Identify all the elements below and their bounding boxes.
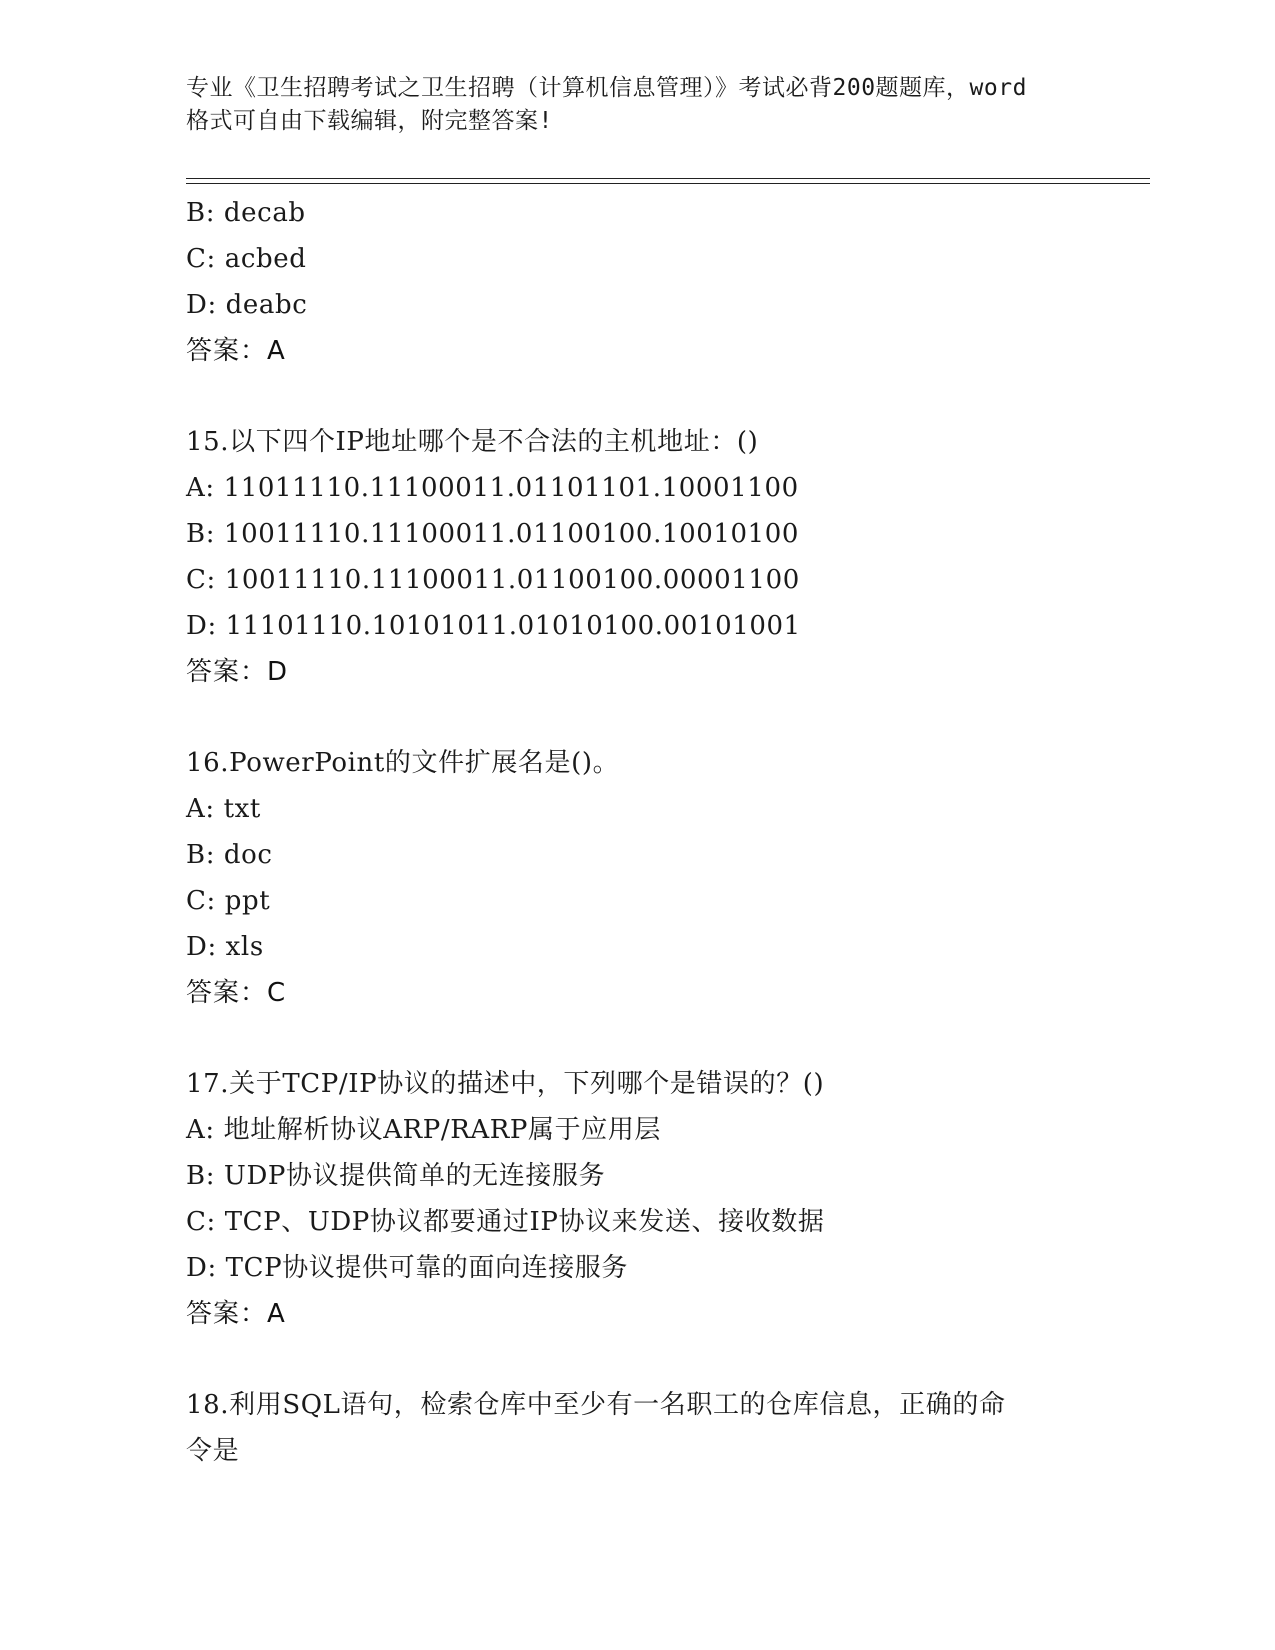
option-b: B: UDP协议提供简单的无连接服务 (186, 1161, 606, 1191)
option-a: A: 11011110.11100011.01101101.10001100 (186, 473, 799, 503)
header-line-2: 格式可自由下载编辑，附完整答案! (186, 108, 553, 134)
question-14-tail (186, 190, 1136, 374)
header-divider-top (186, 178, 1150, 179)
question-text: 16.PowerPoint的文件扩展名是()。 (186, 748, 620, 778)
answer-line: 答案：A (186, 1299, 286, 1329)
answer-line: 答案：A (186, 336, 286, 366)
question-text: 17.关于TCP/IP协议的描述中，下列哪个是错误的？() (186, 1069, 825, 1099)
question-text-line-2: 令是 (186, 1436, 240, 1466)
question-17 (186, 1061, 1136, 1337)
option-c: C: ppt (186, 886, 271, 916)
spacer (186, 1337, 1136, 1382)
spacer (186, 695, 1136, 740)
option-b: B: 10011110.11100011.01100100.10010100 (186, 519, 800, 549)
question-list (186, 190, 1136, 1474)
option-b: B: decab (186, 198, 306, 228)
header-line-1: 专业《卫生招聘考试之卫生招聘（计算机信息管理）》考试必背200题题库，word (186, 75, 1027, 101)
option-c: C: TCP、UDP协议都要通过IP协议来发送、接收数据 (186, 1207, 825, 1237)
answer-line: 答案：C (186, 978, 287, 1008)
option-b: B: doc (186, 840, 273, 870)
question-16 (186, 740, 1136, 1016)
option-a: A: txt (186, 794, 261, 824)
option-d: D: xls (186, 932, 264, 962)
header-divider-bottom (186, 183, 1150, 184)
question-18 (186, 1382, 1136, 1474)
document-header (186, 72, 1086, 138)
spacer (186, 1016, 1136, 1061)
option-d: D: 11101110.10101011.01010100.00101001 (186, 611, 801, 641)
question-text-line-1: 18.利用SQL语句，检索仓库中至少有一名职工的仓库信息，正确的命 (186, 1390, 1006, 1420)
option-c: C: acbed (186, 244, 307, 274)
question-text: 15.以下四个IP地址哪个是不合法的主机地址：() (186, 427, 759, 457)
question-15 (186, 419, 1136, 695)
answer-line: 答案：D (186, 657, 289, 687)
option-d: D: TCP协议提供可靠的面向连接服务 (186, 1253, 628, 1283)
option-c: C: 10011110.11100011.01100100.00001100 (186, 565, 800, 595)
option-a: A: 地址解析协议ARP/RARP属于应用层 (186, 1115, 662, 1145)
spacer (186, 374, 1136, 419)
option-d: D: deabc (186, 290, 308, 320)
